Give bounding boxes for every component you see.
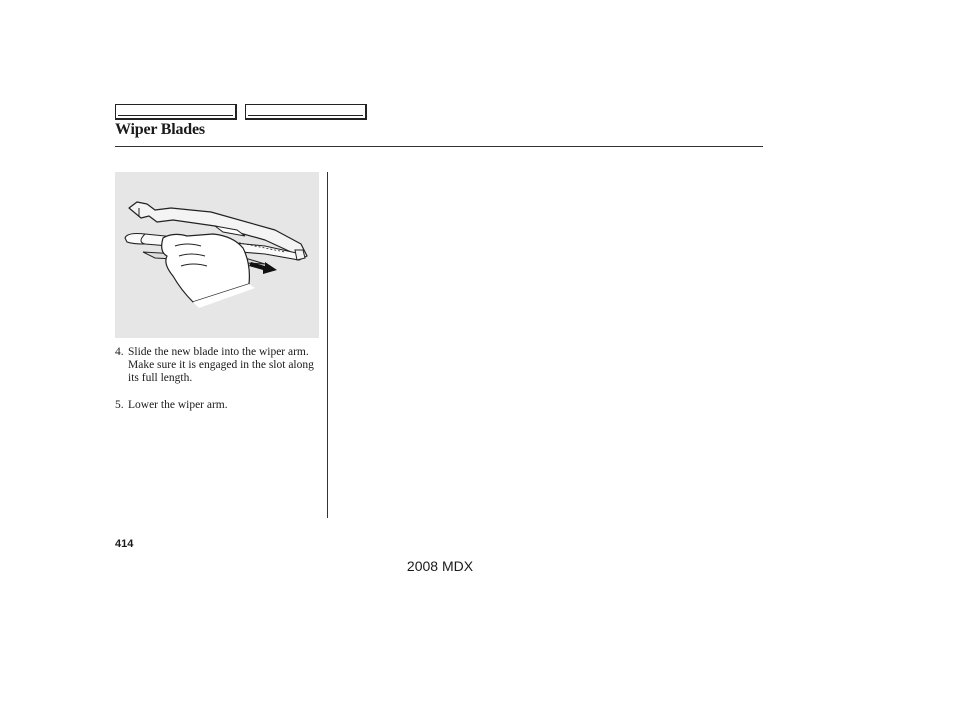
- wiper-blade-illustration: [115, 172, 319, 338]
- step-number: 5.: [115, 399, 124, 411]
- footer-model-text: 2008 MDX: [406, 558, 474, 574]
- title-rule: [115, 146, 763, 147]
- instruction-list: [115, 346, 325, 426]
- footer-model: [0, 558, 954, 574]
- nav-tab-right[interactable]: [245, 104, 367, 120]
- column-divider: [327, 172, 328, 518]
- wiper-blade-drawing: [115, 172, 319, 338]
- instruction-step: [115, 399, 325, 412]
- instruction-step: [115, 346, 325, 385]
- step-number: 4.: [115, 346, 124, 358]
- page-title: Wiper Blades: [115, 121, 205, 138]
- step-text: Lower the wiper arm.: [128, 399, 228, 411]
- nav-tab-left[interactable]: [115, 104, 237, 120]
- page-number: 414: [115, 538, 134, 550]
- step-text: Slide the new blade into the wiper arm. Make sure it is engaged in the slot along its full length.: [128, 346, 314, 384]
